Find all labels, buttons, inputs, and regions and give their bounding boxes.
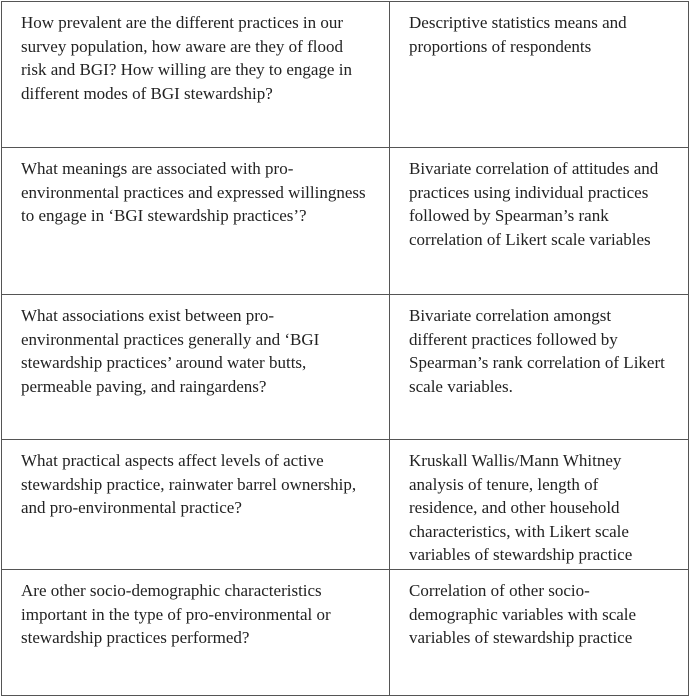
method-cell	[390, 295, 689, 440]
method-cell	[390, 2, 689, 148]
table-row	[2, 440, 689, 570]
table-row	[2, 570, 689, 696]
research-questions-table	[1, 1, 689, 696]
question-text: Are other socio-demographic characteristics important in the type of pro-environmental or stewardship practices performed?	[21, 581, 331, 647]
question-cell	[2, 295, 390, 440]
method-text: Bivariate correlation of attitudes and practices using individual practices followed by Spearman’s rank correlation of Likert scale variables	[409, 159, 659, 249]
method-text: Correlation of other socio-demographic variables with scale variables of stewardship practice	[409, 581, 637, 647]
table-row	[2, 2, 689, 148]
question-text: What associations exist between pro-environmental practices generally and ‘BGI stewardship practices’ around water butts, permeable paving, and raingardens?	[21, 306, 320, 396]
question-cell	[2, 148, 390, 295]
question-cell	[2, 440, 390, 570]
method-cell	[390, 148, 689, 295]
question-cell	[2, 570, 390, 696]
question-text: What meanings are associated with pro-environmental practices and expressed willingness to engage in ‘BGI stewardship practices’?	[21, 159, 366, 225]
question-text: How prevalent are the different practices in our survey population, how aware are they of flood risk and BGI? How willing are they to engage in different modes of BGI stewardship?	[21, 13, 352, 103]
method-text: Bivariate correlation amongst different practices followed by Spearman’s rank correlation of Likert scale variables.	[409, 306, 665, 396]
method-cell	[390, 570, 689, 696]
question-text: What practical aspects affect levels of active stewardship practice, rainwater barrel ownership, and pro-environmental practice?	[21, 451, 357, 517]
method-text: Descriptive statistics means and proportions of respondents	[409, 13, 627, 56]
method-cell	[390, 440, 689, 570]
table-row	[2, 148, 689, 295]
table-row	[2, 295, 689, 440]
question-cell	[2, 2, 390, 148]
method-text: Kruskall Wallis/Mann Whitney analysis of tenure, length of residence, and other household characteristics, with Likert scale variables of stewardship practice	[409, 451, 633, 564]
